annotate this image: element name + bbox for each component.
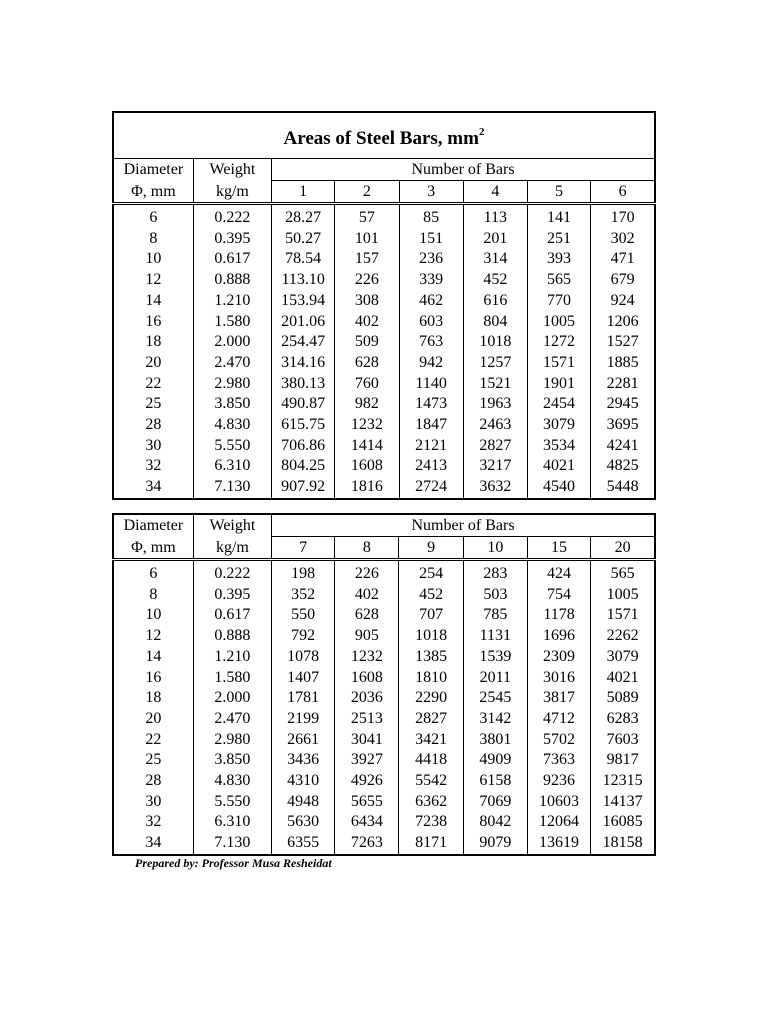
area-cell: 1005 xyxy=(527,312,590,333)
diameter-cell: 28 xyxy=(113,771,193,792)
area-cell: 1816 xyxy=(335,477,399,499)
area-cell: 7363 xyxy=(527,750,590,771)
area-cell: 3421 xyxy=(399,730,463,751)
area-cell: 18158 xyxy=(591,833,655,855)
diameter-cell: 18 xyxy=(113,688,193,709)
area-cell: 792 xyxy=(272,626,335,647)
table-row xyxy=(113,833,655,855)
area-cell: 3436 xyxy=(272,750,335,771)
area-cell: 503 xyxy=(463,585,527,606)
area-cell: 101 xyxy=(335,229,399,250)
weight-cell: 1.580 xyxy=(193,312,271,333)
weight-cell: 0.395 xyxy=(193,585,271,606)
bar-count-header: 9 xyxy=(399,537,463,560)
table-row xyxy=(113,792,655,813)
area-cell: 565 xyxy=(527,270,590,291)
area-cell: 770 xyxy=(527,291,590,312)
area-cell: 6355 xyxy=(272,833,335,855)
area-cell: 402 xyxy=(335,312,399,333)
area-cell: 1847 xyxy=(399,415,463,436)
area-cell: 2011 xyxy=(463,668,527,689)
area-cell: 6283 xyxy=(591,709,655,730)
bar-count-header: 4 xyxy=(463,181,527,204)
area-cell: 4310 xyxy=(272,771,335,792)
area-cell: 78.54 xyxy=(272,249,335,270)
bar-count-header: 1 xyxy=(272,181,335,204)
weight-header: Weight xyxy=(193,514,271,537)
area-cell: 8171 xyxy=(399,833,463,855)
table-row xyxy=(113,626,655,647)
area-cell: 804 xyxy=(463,312,527,333)
table-row xyxy=(113,436,655,457)
area-cell: 550 xyxy=(272,605,335,626)
area-cell: 7069 xyxy=(463,792,527,813)
area-cell: 462 xyxy=(399,291,463,312)
diameter-cell: 12 xyxy=(113,626,193,647)
area-cell: 2661 xyxy=(272,730,335,751)
area-cell: 2513 xyxy=(335,709,399,730)
table-row xyxy=(113,750,655,771)
area-cell: 14137 xyxy=(591,792,655,813)
bar-count-header: 8 xyxy=(335,537,399,560)
area-cell: 9236 xyxy=(527,771,590,792)
area-cell: 380.13 xyxy=(272,374,335,395)
weight-cell: 7.130 xyxy=(193,477,271,499)
weight-cell: 0.222 xyxy=(193,564,271,585)
weight-cell: 3.850 xyxy=(193,750,271,771)
weight-cell: 7.130 xyxy=(193,833,271,855)
weight-cell: 1.210 xyxy=(193,647,271,668)
area-cell: 1473 xyxy=(399,394,463,415)
area-cell: 2724 xyxy=(399,477,463,499)
weight-cell: 2.980 xyxy=(193,374,271,395)
area-cell: 28.27 xyxy=(272,208,335,229)
area-cell: 5089 xyxy=(591,688,655,709)
area-cell: 57 xyxy=(335,208,399,229)
area-cell: 283 xyxy=(463,564,527,585)
table-row xyxy=(113,605,655,626)
bar-count-header: 7 xyxy=(272,537,335,560)
table-row xyxy=(113,394,655,415)
area-cell: 1178 xyxy=(527,605,590,626)
area-cell: 226 xyxy=(335,270,399,291)
area-cell: 2827 xyxy=(399,709,463,730)
area-cell: 85 xyxy=(399,208,463,229)
area-cell: 10603 xyxy=(527,792,590,813)
weight-cell: 6.310 xyxy=(193,812,271,833)
table-row xyxy=(113,312,655,333)
bar-count-header: 6 xyxy=(591,181,655,204)
table-row xyxy=(113,477,655,499)
area-cell: 1571 xyxy=(591,605,655,626)
diameter-cell: 8 xyxy=(113,229,193,250)
area-cell: 679 xyxy=(591,270,655,291)
area-cell: 1414 xyxy=(335,436,399,457)
area-cell: 804.25 xyxy=(272,456,335,477)
area-cell: 1527 xyxy=(591,332,655,353)
diameter-cell: 6 xyxy=(113,208,193,229)
area-cell: 1272 xyxy=(527,332,590,353)
table-body xyxy=(113,564,655,855)
weight-cell: 1.210 xyxy=(193,291,271,312)
area-cell: 153.94 xyxy=(272,291,335,312)
area-cell: 226 xyxy=(335,564,399,585)
weight-cell: 5.550 xyxy=(193,436,271,457)
area-cell: 1232 xyxy=(335,415,399,436)
weight-cell: 0.888 xyxy=(193,270,271,291)
weight-cell: 2.470 xyxy=(193,709,271,730)
table-row xyxy=(113,353,655,374)
area-cell: 3817 xyxy=(527,688,590,709)
area-cell: 170 xyxy=(591,208,655,229)
area-cell: 4712 xyxy=(527,709,590,730)
area-cell: 1257 xyxy=(463,353,527,374)
area-cell: 1018 xyxy=(399,626,463,647)
area-cell: 151 xyxy=(399,229,463,250)
table-row xyxy=(113,730,655,751)
weight-cell: 2.000 xyxy=(193,688,271,709)
area-cell: 424 xyxy=(527,564,590,585)
prepared-by-credit: Prepared by: Professor Musa Resheidat xyxy=(135,856,332,870)
table-row xyxy=(113,332,655,353)
diameter-cell: 28 xyxy=(113,415,193,436)
area-cell: 785 xyxy=(463,605,527,626)
table-row xyxy=(113,771,655,792)
table-row xyxy=(113,249,655,270)
area-cell: 1901 xyxy=(527,374,590,395)
area-cell: 157 xyxy=(335,249,399,270)
area-cell: 1810 xyxy=(399,668,463,689)
area-cell: 5702 xyxy=(527,730,590,751)
steel-bars-table-1 xyxy=(112,111,656,500)
area-cell: 452 xyxy=(463,270,527,291)
area-cell: 1131 xyxy=(463,626,527,647)
area-cell: 2545 xyxy=(463,688,527,709)
area-cell: 3041 xyxy=(335,730,399,751)
area-cell: 2463 xyxy=(463,415,527,436)
area-cell: 4241 xyxy=(591,436,655,457)
area-cell: 8042 xyxy=(463,812,527,833)
area-cell: 1963 xyxy=(463,394,527,415)
area-cell: 9079 xyxy=(463,833,527,855)
area-cell: 1696 xyxy=(527,626,590,647)
diameter-cell: 12 xyxy=(113,270,193,291)
bar-count-header: 2 xyxy=(335,181,399,204)
weight-cell: 0.617 xyxy=(193,605,271,626)
table-row xyxy=(113,270,655,291)
diameter-cell: 6 xyxy=(113,564,193,585)
area-cell: 1608 xyxy=(335,456,399,477)
area-cell: 1206 xyxy=(591,312,655,333)
diameter-header: Diameter xyxy=(113,159,193,181)
diameter-cell: 14 xyxy=(113,291,193,312)
diameter-unit-header: Φ, mm xyxy=(113,537,193,560)
area-cell: 706.86 xyxy=(272,436,335,457)
area-cell: 1781 xyxy=(272,688,335,709)
area-cell: 3632 xyxy=(463,477,527,499)
area-cell: 2827 xyxy=(463,436,527,457)
area-cell: 7263 xyxy=(335,833,399,855)
area-cell: 490.87 xyxy=(272,394,335,415)
area-cell: 452 xyxy=(399,585,463,606)
weight-cell: 4.830 xyxy=(193,415,271,436)
area-cell: 2199 xyxy=(272,709,335,730)
table-row xyxy=(113,229,655,250)
areas-table xyxy=(112,513,656,856)
table-row xyxy=(113,415,655,436)
weight-cell: 0.395 xyxy=(193,229,271,250)
area-cell: 254.47 xyxy=(272,332,335,353)
area-cell: 760 xyxy=(335,374,399,395)
area-cell: 2290 xyxy=(399,688,463,709)
area-cell: 1140 xyxy=(399,374,463,395)
area-cell: 3927 xyxy=(335,750,399,771)
area-cell: 924 xyxy=(591,291,655,312)
area-cell: 1539 xyxy=(463,647,527,668)
area-cell: 113 xyxy=(463,208,527,229)
table-row xyxy=(113,564,655,585)
bar-count-header: 3 xyxy=(399,181,463,204)
area-cell: 5448 xyxy=(591,477,655,499)
area-cell: 5655 xyxy=(335,792,399,813)
diameter-cell: 20 xyxy=(113,709,193,730)
diameter-cell: 14 xyxy=(113,647,193,668)
bar-count-header: 5 xyxy=(527,181,590,204)
area-cell: 1005 xyxy=(591,585,655,606)
weight-unit-header: kg/m xyxy=(193,181,271,204)
area-cell: 50.27 xyxy=(272,229,335,250)
weight-header: Weight xyxy=(193,159,271,181)
diameter-cell: 22 xyxy=(113,374,193,395)
area-cell: 1232 xyxy=(335,647,399,668)
steel-bars-table-2 xyxy=(112,513,656,856)
weight-cell: 0.222 xyxy=(193,208,271,229)
bar-count-header: 20 xyxy=(591,537,655,560)
area-cell: 6158 xyxy=(463,771,527,792)
area-cell: 4926 xyxy=(335,771,399,792)
area-cell: 141 xyxy=(527,208,590,229)
diameter-cell: 18 xyxy=(113,332,193,353)
area-cell: 314 xyxy=(463,249,527,270)
weight-cell: 2.980 xyxy=(193,730,271,751)
area-cell: 254 xyxy=(399,564,463,585)
area-cell: 2454 xyxy=(527,394,590,415)
area-cell: 942 xyxy=(399,353,463,374)
weight-cell: 2.000 xyxy=(193,332,271,353)
area-cell: 198 xyxy=(272,564,335,585)
area-cell: 628 xyxy=(335,605,399,626)
area-cell: 565 xyxy=(591,564,655,585)
area-cell: 4948 xyxy=(272,792,335,813)
table-row xyxy=(113,647,655,668)
area-cell: 3695 xyxy=(591,415,655,436)
area-cell: 7603 xyxy=(591,730,655,751)
area-cell: 314.16 xyxy=(272,353,335,374)
area-cell: 4909 xyxy=(463,750,527,771)
area-cell: 251 xyxy=(527,229,590,250)
area-cell: 7238 xyxy=(399,812,463,833)
area-cell: 308 xyxy=(335,291,399,312)
area-cell: 236 xyxy=(399,249,463,270)
table-body xyxy=(113,208,655,499)
diameter-cell: 16 xyxy=(113,312,193,333)
areas-table xyxy=(112,111,656,500)
table-row xyxy=(113,456,655,477)
area-cell: 339 xyxy=(399,270,463,291)
table-row xyxy=(113,374,655,395)
diameter-cell: 20 xyxy=(113,353,193,374)
area-cell: 16085 xyxy=(591,812,655,833)
area-cell: 707 xyxy=(399,605,463,626)
diameter-header: Diameter xyxy=(113,514,193,537)
table-row xyxy=(113,709,655,730)
area-cell: 509 xyxy=(335,332,399,353)
area-cell: 3142 xyxy=(463,709,527,730)
area-cell: 4418 xyxy=(399,750,463,771)
area-cell: 2036 xyxy=(335,688,399,709)
table-row xyxy=(113,688,655,709)
area-cell: 9817 xyxy=(591,750,655,771)
diameter-cell: 30 xyxy=(113,436,193,457)
diameter-unit-header: Φ, mm xyxy=(113,181,193,204)
area-cell: 616 xyxy=(463,291,527,312)
area-cell: 5630 xyxy=(272,812,335,833)
area-cell: 1385 xyxy=(399,647,463,668)
area-cell: 6362 xyxy=(399,792,463,813)
weight-cell: 4.830 xyxy=(193,771,271,792)
area-cell: 302 xyxy=(591,229,655,250)
area-cell: 1608 xyxy=(335,668,399,689)
weight-cell: 5.550 xyxy=(193,792,271,813)
area-cell: 4021 xyxy=(591,668,655,689)
area-cell: 12315 xyxy=(591,771,655,792)
weight-cell: 0.888 xyxy=(193,626,271,647)
area-cell: 907.92 xyxy=(272,477,335,499)
weight-cell: 6.310 xyxy=(193,456,271,477)
area-cell: 201 xyxy=(463,229,527,250)
bar-count-header: 10 xyxy=(463,537,527,560)
area-cell: 1407 xyxy=(272,668,335,689)
area-cell: 1885 xyxy=(591,353,655,374)
area-cell: 4021 xyxy=(527,456,590,477)
weight-cell: 0.617 xyxy=(193,249,271,270)
diameter-cell: 34 xyxy=(113,833,193,855)
area-cell: 4825 xyxy=(591,456,655,477)
area-cell: 2945 xyxy=(591,394,655,415)
diameter-cell: 25 xyxy=(113,394,193,415)
area-cell: 3016 xyxy=(527,668,590,689)
diameter-cell: 10 xyxy=(113,249,193,270)
weight-unit-header: kg/m xyxy=(193,537,271,560)
weight-cell: 1.580 xyxy=(193,668,271,689)
bar-count-header: 15 xyxy=(527,537,590,560)
number-of-bars-header: Number of Bars xyxy=(272,514,655,537)
table-row xyxy=(113,668,655,689)
area-cell: 201.06 xyxy=(272,312,335,333)
weight-cell: 3.850 xyxy=(193,394,271,415)
diameter-cell: 8 xyxy=(113,585,193,606)
area-cell: 982 xyxy=(335,394,399,415)
area-cell: 763 xyxy=(399,332,463,353)
area-cell: 393 xyxy=(527,249,590,270)
area-cell: 2309 xyxy=(527,647,590,668)
area-cell: 1521 xyxy=(463,374,527,395)
area-cell: 3534 xyxy=(527,436,590,457)
area-cell: 4540 xyxy=(527,477,590,499)
weight-cell: 2.470 xyxy=(193,353,271,374)
table-title: Areas of Steel Bars, $mm^2$ xyxy=(113,112,655,159)
area-cell: 3801 xyxy=(463,730,527,751)
area-cell: 3217 xyxy=(463,456,527,477)
area-cell: 754 xyxy=(527,585,590,606)
diameter-cell: 30 xyxy=(113,792,193,813)
area-cell: 1018 xyxy=(463,332,527,353)
table-row xyxy=(113,291,655,312)
area-cell: 603 xyxy=(399,312,463,333)
diameter-cell: 34 xyxy=(113,477,193,499)
area-cell: 402 xyxy=(335,585,399,606)
area-cell: 3079 xyxy=(527,415,590,436)
area-cell: 1078 xyxy=(272,647,335,668)
diameter-cell: 16 xyxy=(113,668,193,689)
area-cell: 615.75 xyxy=(272,415,335,436)
number-of-bars-header: Number of Bars xyxy=(272,159,655,181)
area-cell: 3079 xyxy=(591,647,655,668)
area-cell: 13619 xyxy=(527,833,590,855)
title-superscript: 2 xyxy=(478,126,485,138)
table-row xyxy=(113,585,655,606)
table-row xyxy=(113,208,655,229)
area-cell: 905 xyxy=(335,626,399,647)
diameter-cell: 32 xyxy=(113,812,193,833)
area-cell: 2121 xyxy=(399,436,463,457)
area-cell: 113.10 xyxy=(272,270,335,291)
area-cell: 352 xyxy=(272,585,335,606)
diameter-cell: 22 xyxy=(113,730,193,751)
area-cell: 628 xyxy=(335,353,399,374)
area-cell: 471 xyxy=(591,249,655,270)
table-row xyxy=(113,812,655,833)
diameter-cell: 32 xyxy=(113,456,193,477)
area-cell: 12064 xyxy=(527,812,590,833)
area-cell: 5542 xyxy=(399,771,463,792)
area-cell: 1571 xyxy=(527,353,590,374)
diameter-cell: 10 xyxy=(113,605,193,626)
area-cell: 2262 xyxy=(591,626,655,647)
area-cell: 2413 xyxy=(399,456,463,477)
area-cell: 6434 xyxy=(335,812,399,833)
diameter-cell: 25 xyxy=(113,750,193,771)
area-cell: 2281 xyxy=(591,374,655,395)
